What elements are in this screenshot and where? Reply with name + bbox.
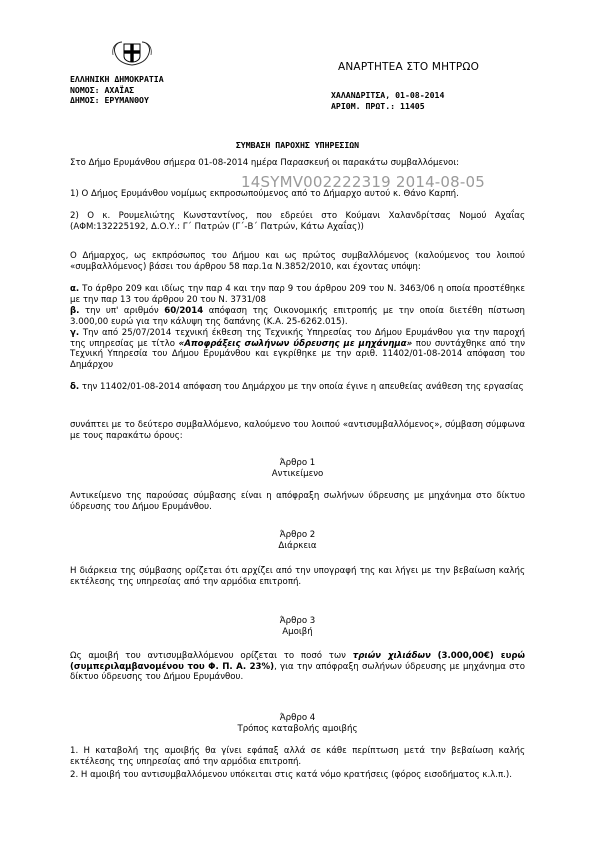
article-1-text: Αντικείμενο της παρούσας σύμβασης είναι η απόφραξη σωλήνων ύδρευσης με μηχάνημα στο δίκτυο ύδρευσης του Δήμου Ερυμάνθου.: [70, 491, 525, 512]
municipality-label: ΔΗΜΟΣ: ΕΡΥΜΑΝΘΟΥ: [70, 95, 149, 105]
issuer-block: [70, 74, 310, 106]
consideration-b-mark: β.: [70, 306, 80, 316]
mayor-paragraph: Ο Δήμαρχος, ως εκπρόσωπος του Δήμου και ως πρώτος συμβαλλόμενος (καλούμενος του λοιπού «συμβαλλόμενος) βάσει του άρθρου 58 παρ.1α Ν.3852/2010, και έχοντας υπόψη:: [70, 251, 525, 272]
consideration-c-mark: γ.: [70, 328, 80, 338]
consideration-d-text: την 11402/01-08-2014 απόφαση του Δημάρχου με την οποία έγινε η απευθείας ανάθεση της εργασίας: [81, 382, 524, 392]
consideration-b-number: 60/2014: [164, 306, 204, 316]
consideration-d-mark: δ.: [70, 382, 80, 392]
posting-notice: ΑΝΑΡΤΗΤΕΑ ΣΤΟ ΜΗΤΡΩΟ: [338, 61, 480, 73]
article-3-title: Αμοιβή: [282, 627, 313, 637]
article-3-amount-words: τριών χιλιάδων: [352, 651, 431, 661]
article-2-number: Άρθρο 2: [279, 530, 316, 540]
article-3-text: [70, 651, 525, 683]
document-title: ΣΥΜΒΑΣΗ ΠΑΡΟΧΗΣ ΥΠΗΡΕΣΙΩΝ: [235, 140, 360, 150]
prefecture-label: ΝΟΜΟΣ: ΑΧΑΪΑΣ: [70, 84, 135, 95]
party-one: 1) Ο Δήμος Ερυμάνθου νομίμως εκπροσωπούμενος από το Δήμαρχο αυτού κ. Θάνο Καρπή.: [70, 189, 459, 199]
intro-paragraph: Στο Δήμο Ερυμάνθου σήμερα 01-08-2014 ημέρα Παρασκευή οι παρακάτω συμβαλλόμενοι:: [70, 158, 460, 168]
consideration-b-text2: απόφαση της Οικονομικής επιτροπής με την οποία διετέθη πίστωση 3.000,00 ευρώ για την κάλυψη της δαπάνης (Κ.Α. 25-6262.015).: [70, 306, 526, 327]
article-3-text-pre: Ως αμοιβή του αντισυμβαλλόμενου ορίζεται το ποσό των: [70, 651, 346, 661]
article-1-title: Αντικείμενο: [271, 469, 324, 479]
article-4-title: Τρόπος καταβολής αμοιβής: [237, 724, 358, 734]
consideration-c-text1: Την από 25/07/2014 τεχνική έκθεση της Τεχνικής Υπηρεσίας του Δήμου Ερυμάνθου για την παροχή της υπηρεσίας με τίτλο: [70, 328, 526, 349]
republic-label: ΕΛΛΗΝΙΚΗ ΔΗΜΟΚΡΑΤΙΑ: [70, 74, 164, 84]
greek-emblem-icon: [111, 40, 153, 67]
place-date: ΧΑΛΑΝΔΡΙΤΣΑ, 01-08-2014: [331, 90, 445, 100]
agreement-paragraph: συνάπτει με το δεύτερο συμβαλλόμενο, καλούμενο του λοιπού «αντισυμβαλλόμενος», σύμβαση σύμφωνα με τους παρακάτω όρους:: [70, 420, 525, 441]
consideration-a: [70, 284, 525, 305]
consideration-c-service-title: «Αποφράξεις σωλήνων ύδρευσης με μηχάνημα»: [178, 338, 413, 349]
consideration-d: [70, 382, 525, 393]
article-3-text-post: , για την απόφραξη σωλήνων ύδρευσης με μηχάνημα στο δίκτυο ύδρευσης του Δήμου Ερυμάνθου.: [70, 661, 525, 683]
consideration-a-text: Το άρθρο 209 και ιδίως την παρ 4 και την παρ 9 του άρθρου 209 του Ν. 3463/06 η οποία προστέθηκε με την παρ 13 του άρθρου 20 του Ν. 3731/08: [70, 284, 526, 305]
consideration-c-text2: που συντάχθηκε από την Τεχνική Υπηρεσία του Δήμου Ερυμάνθου και εγκρίθηκε με την αριθ. 11402/01-08-2014 απόφαση του Δημάρχου: [70, 338, 526, 370]
consideration-b-text1: την υπ' αριθμόν: [84, 306, 159, 316]
date-protocol-block: [331, 90, 531, 111]
article-3-number: Άρθρο 3: [279, 616, 316, 626]
consideration-b: [70, 306, 525, 327]
article-4-item-1: 1. Η καταβολή της αμοιβής θα γίνει εφάπαξ αλλά σε κάθε περίπτωση μετά την βεβαίωση καλής εκτέλεσης της υπηρεσίας από την αρμόδια επιτροπή.: [70, 746, 525, 767]
article-2-text: Η διάρκεια της σύμβασης ορίζεται ότι αρχίζει από την υπογραφή της και λήγει με την βεβαίωση καλής εκτέλεσης της υπηρεσίας από την αρμόδια επιτροπή.: [70, 566, 525, 587]
consideration-a-mark: α.: [70, 284, 80, 294]
article-2-title: Διάρκεια: [278, 541, 317, 551]
protocol-number: ΑΡΙΘΜ. ΠΡΩΤ.: 11405: [331, 100, 425, 111]
article-4-item-2: 2. Η αμοιβή του αντισυμβαλλόμενου υπόκειται στις κατά νόμο κρατήσεις (φόρος εισοδήματος κ.λ.π.).: [70, 770, 512, 780]
article-4-number: Άρθρο 4: [279, 713, 316, 723]
article-1-number: Άρθρο 1: [279, 458, 316, 468]
party-two: 2) Ο κ. Ρουμελιώτης Κωνσταντίνος, που εδρεύει στο Κούμανι Χαλανδρίτσας Νομού Αχαΐας (ΑΦΜ:132225192, Δ.Ο.Υ.: Γ΄ Πατρών (Γ΄-Β΄ Πατρών, Κάτω Αχαΐας)): [70, 211, 525, 232]
diavgeia-watermark: 14SYMV002222319 2014-08-05: [241, 173, 486, 191]
article-3-amount-figures: (3.000,00€) ευρώ (συμπεριλαμβανομένου του Φ. Π. Α. 23%): [70, 651, 526, 672]
consideration-c: [70, 328, 525, 370]
